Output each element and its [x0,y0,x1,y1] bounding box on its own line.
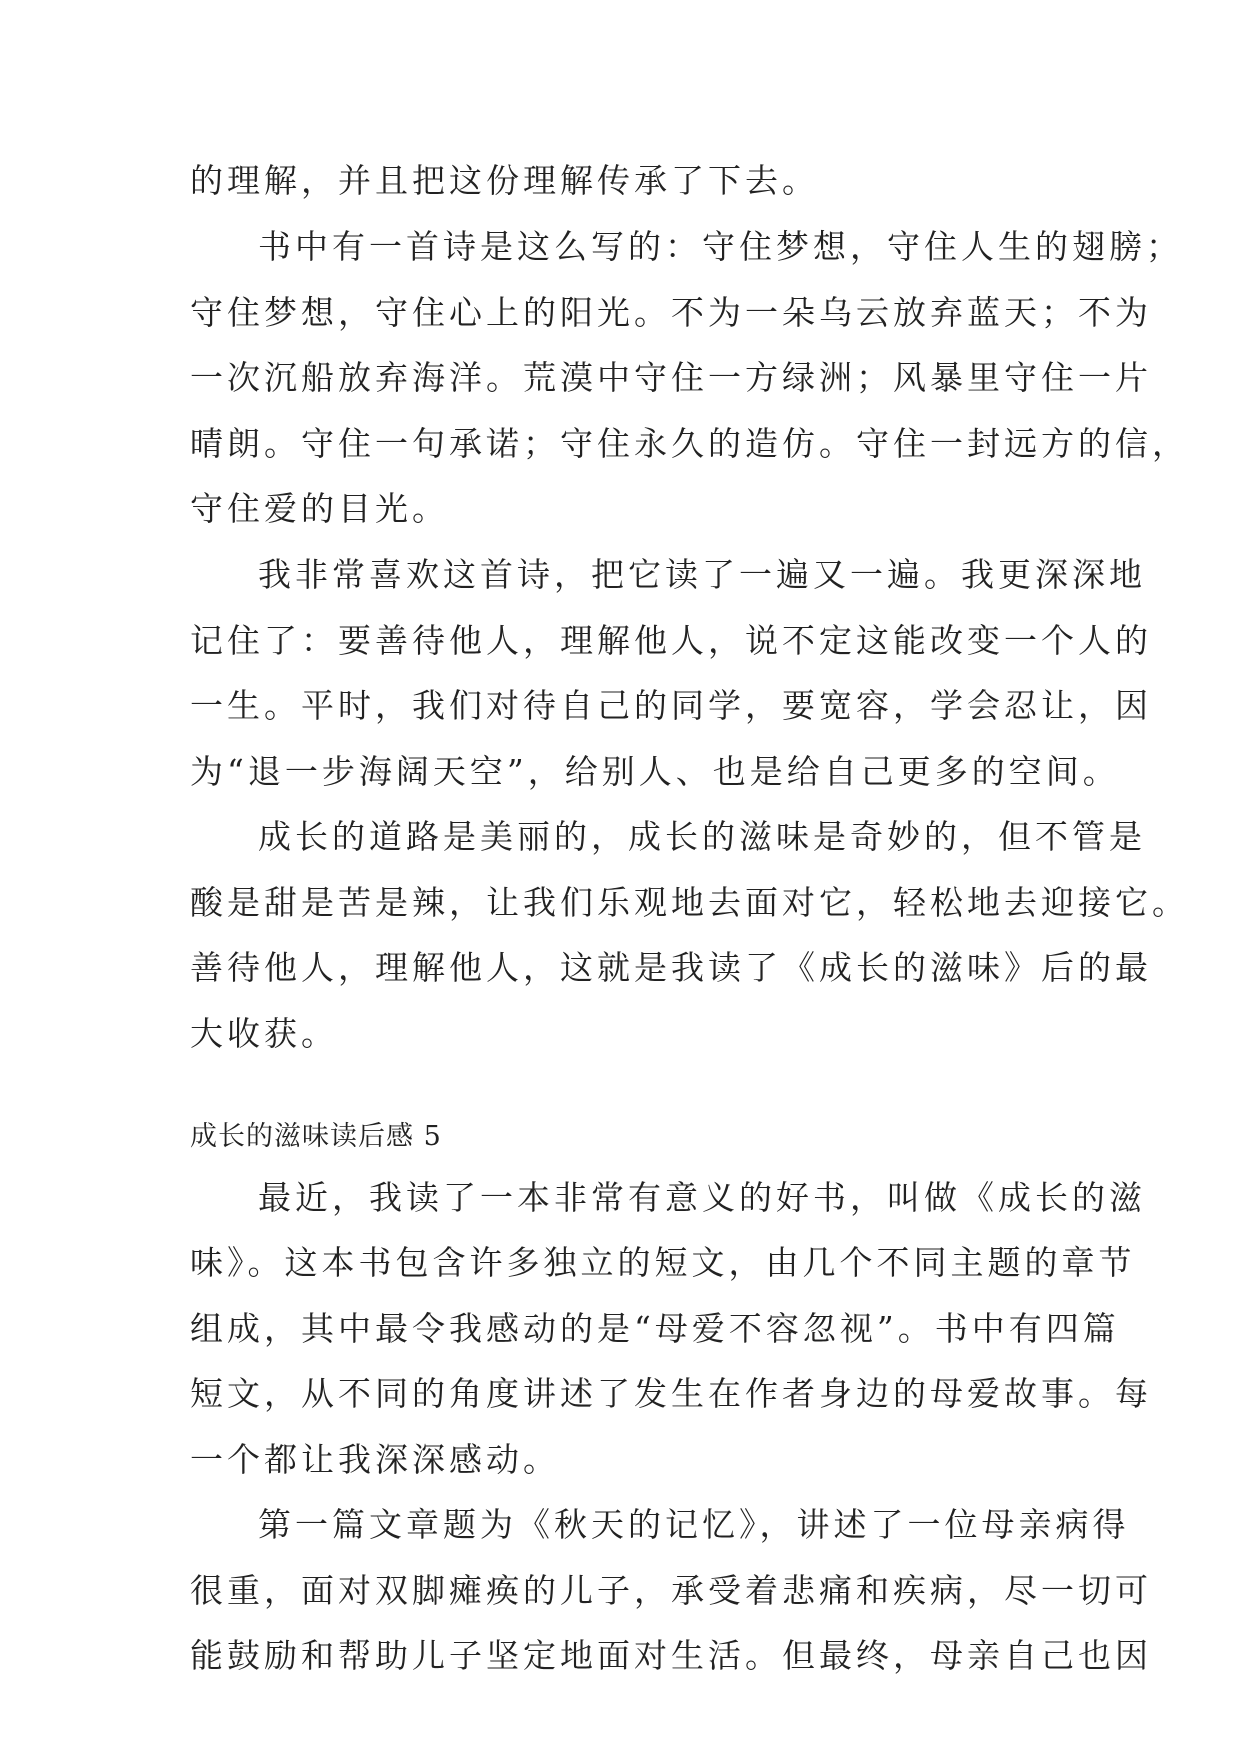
paragraph-line: 记住了：要善待他人，理解他人，说不定这能改变一个人的 [190,621,1152,660]
paragraph-line: 守住梦想，守住心上的阳光。不为一朵乌云放弃蓝天；不为 [190,293,1152,332]
paragraph-line: 成长的道路是美丽的，成长的滋味是奇妙的，但不管是 [258,817,1146,856]
section-heading: 成长的滋味读后感 5 [190,1121,442,1152]
paragraph-line: 味》。这本书包含许多独立的短文，由几个不同主题的章节 [190,1243,1136,1282]
paragraph-line: 组成，其中最令我感动的是“母爱不容忽视”。书中有四篇 [190,1309,1120,1348]
paragraph-line: 大收获。 [190,1014,338,1053]
paragraph-line: 酸是甜是苦是辣，让我们乐观地去面对它，轻松地去迎接它。 [190,883,1189,922]
paragraph-line: 的理解，并且把这份理解传承了下去。 [190,161,819,200]
paragraph-line: 为“退一步海阔天空”，给别人、也是给自己更多的空间。 [190,752,1120,791]
paragraph-line: 守住爱的目光。 [190,489,449,528]
paragraph-line: 一生。平时，我们对待自己的同学，要宽容，学会忍让，因 [190,686,1152,725]
paragraph-line: 很重，面对双脚瘫痪的儿子，承受着悲痛和疾病，尽一切可 [190,1571,1152,1610]
paragraph-line: 短文，从不同的角度讲述了发生在作者身边的母爱故事。每 [190,1374,1152,1413]
paragraph-line: 书中有一首诗是这么写的：守住梦想，守住人生的翅膀； [258,227,1183,266]
paragraph-line: 我非常喜欢这首诗，把它读了一遍又一遍。我更深深地 [258,555,1146,594]
paragraph-line: 第一篇文章题为《秋天的记忆》，讲述了一位母亲病得 [258,1505,1130,1544]
paragraph-line: 善待他人，理解他人，这就是我读了《成长的滋味》后的最 [190,948,1152,987]
paragraph-line: 能鼓励和帮助儿子坚定地面对生活。但最终，母亲自己也因 [190,1636,1152,1675]
paragraph-line: 晴朗。守住一句承诺；守住永久的造仿。守住一封远方的信， [190,424,1189,463]
paragraph-line: 一个都让我深深感动。 [190,1440,560,1479]
paragraph-line: 最近，我读了一本非常有意义的好书，叫做《成长的滋 [258,1178,1146,1217]
paragraph-line: 一次沉船放弃海洋。荒漠中守住一方绿洲；风暴里守住一片 [190,358,1152,397]
